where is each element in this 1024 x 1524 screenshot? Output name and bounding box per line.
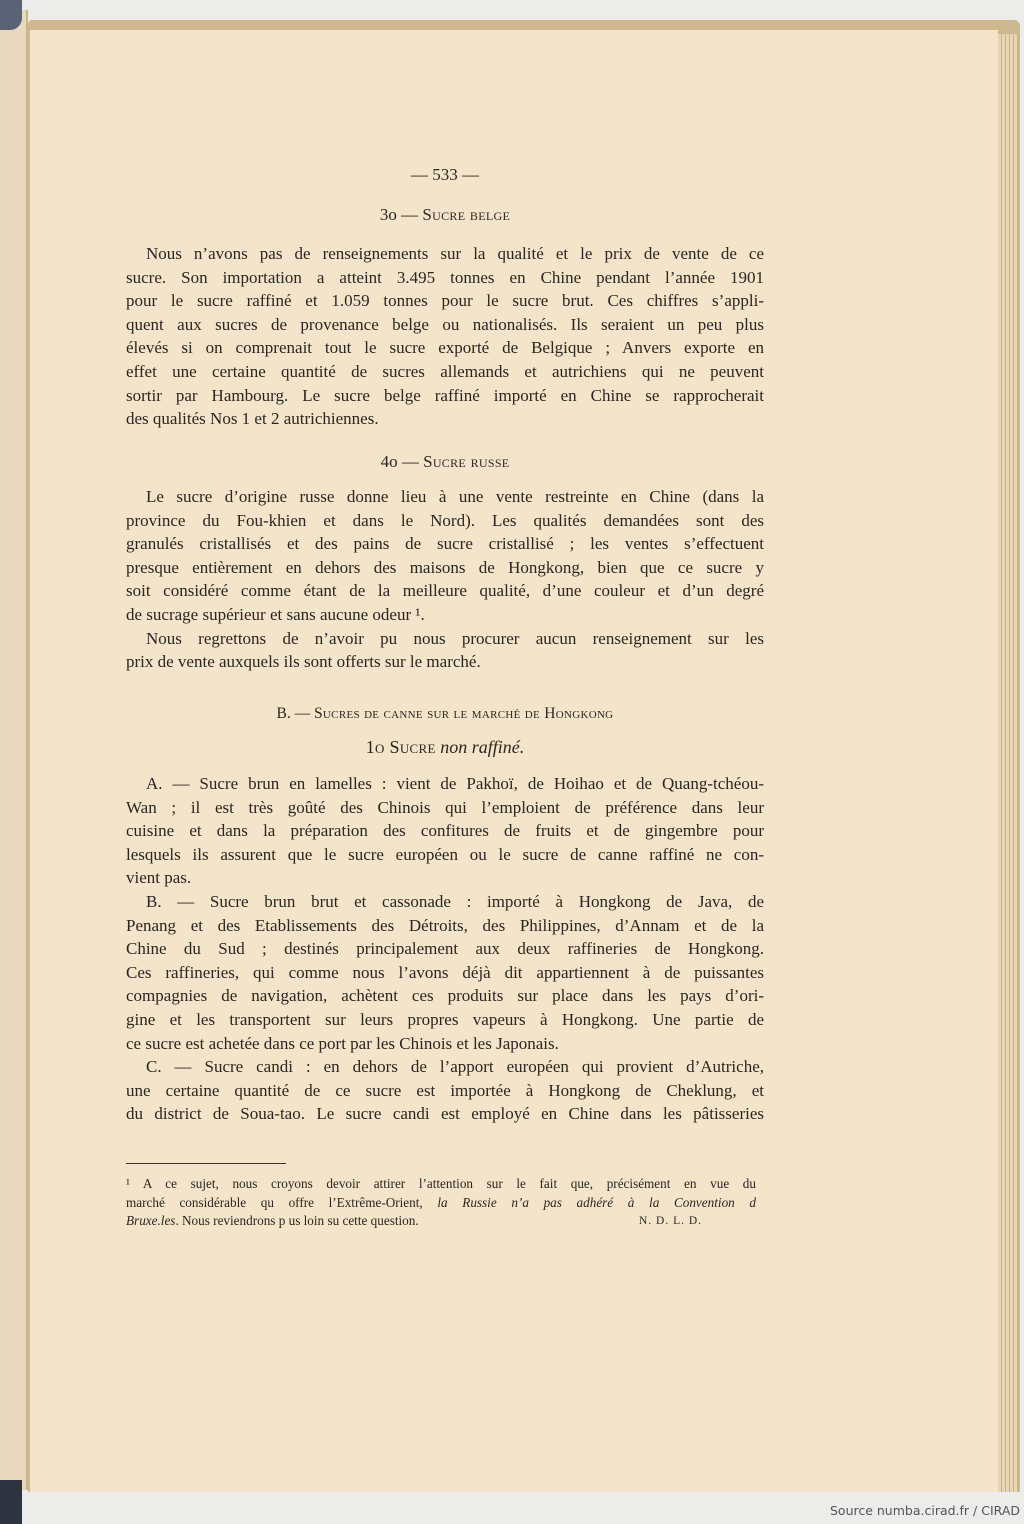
- text-line: A. — Sucre brun en lamelles : vient de Pakhoï, de Hoihao et de Quang-tchéou-: [146, 774, 764, 793]
- footnote-italic: Bruxe.les: [126, 1213, 176, 1228]
- page-stack-edge: [998, 34, 1018, 1492]
- heading-text: Sucre russe: [423, 452, 510, 471]
- text-line: lesquels ils assurent que le sucre européen ou le sucre de canne raffiné ne con-: [126, 844, 764, 864]
- text-line: quent aux sucres de provenance belge ou nationalisés. Ils seraient un peu plus: [126, 314, 764, 334]
- subheading-text: 1o Sucre: [365, 737, 436, 757]
- heading-text: Sucres de canne sur le marché de Hongkong: [314, 705, 614, 722]
- text-line: province du Fou-khien et dans le Nord). Les qualités demandées sont des: [126, 510, 764, 530]
- text-line: sucre. Son importation a atteint 3.495 tonnes en Chine pendant l’année 1901: [126, 267, 764, 287]
- footnote-line: [126, 1212, 756, 1231]
- source-credit: Source numba.cirad.fr / CIRAD: [829, 1503, 1020, 1518]
- text-line: prix de vente auxquels ils sont offerts sur le marché.: [126, 652, 481, 672]
- book-spine-bottom: [0, 1480, 22, 1524]
- text-line: des qualités Nos 1 et 2 autrichiennes.: [126, 409, 379, 429]
- footnote-line: ¹ A ce sujet, nous croyons devoir attirer l’attention sur le fait que, précisément en vue du: [126, 1176, 756, 1191]
- footnote-rule: [126, 1163, 286, 1164]
- section-heading-sucre-russe: [126, 452, 764, 472]
- text-line: cuisine et dans la préparation des confitures de fruits et de gingembre pour: [126, 821, 764, 841]
- text-line: élevés si on comprenait tout le sucre exporté de Belgique ; Anvers exporte en: [126, 338, 764, 358]
- text-line: sortir par Hambourg. Le sucre belge raffiné importé en Chine se rapprocherait: [126, 385, 764, 405]
- text-line: presque entièrement en dehors des maisons de Hongkong, bien que ce sucre y: [126, 557, 764, 577]
- text-line: Wan ; il est très goûté des Chinois qui l’emploient de préférence dans leur: [126, 797, 764, 817]
- text-line: vient pas.: [126, 868, 192, 888]
- text-line: C. — Sucre candi : en dehors de l’apport européen qui provient d’Autriche,: [146, 1057, 764, 1077]
- subheading-sucre-non-raffine: [126, 737, 764, 758]
- text-line: Nous n’avons pas de renseignements sur la qualité et le prix de vente de ce: [146, 244, 764, 263]
- heading-number: B. —: [276, 705, 311, 722]
- section-heading-sucres-de-canne: [126, 705, 764, 723]
- section-body-sucres-de-canne: [126, 772, 764, 1126]
- book-spine: [0, 0, 22, 30]
- previous-page-edge: [0, 10, 28, 1490]
- text-line: compagnies de navigation, achètent ces produits sur place dans les pays d’ori-: [126, 986, 764, 1006]
- text-line: granulés cristallisés et des pains de sucre cristallisé ; les ventes s’effectuent: [126, 534, 764, 554]
- text-line: de sucrage supérieur et sans aucune odeur ¹.: [126, 604, 425, 624]
- text-line: Penang et des Etablissements des Détroits, des Philippines, d’Annam et de la: [126, 915, 764, 935]
- text-line: gine et les transportent sur leurs propres vapeurs à Hongkong. Une partie de: [126, 1009, 764, 1029]
- footnote-signature: N. D. L. D.: [639, 1215, 703, 1227]
- footnote-text: marché considérable qu offre l’Extrême-Orient,: [126, 1194, 438, 1210]
- text-line: pour le sucre raffiné et 1.059 tonnes pour le sucre brut. Ces chiffres s’appli-: [126, 291, 764, 311]
- text-line: Ces raffineries, qui comme nous l’avons déjà dit appartiennent à de puissantes: [126, 962, 764, 982]
- footnote-italic: la Russie n’a pas adhéré à la Convention d: [437, 1194, 756, 1210]
- page-number: — 533 —: [411, 165, 479, 184]
- heading-number: 3o —: [379, 205, 419, 224]
- section-heading-sucre-belge: [126, 205, 764, 225]
- footnote-line: [126, 1194, 756, 1213]
- section-body-sucre-russe: [126, 485, 764, 674]
- heading-number: 4o —: [380, 452, 419, 471]
- text-line: Le sucre d’origine russe donne lieu à une vente restreinte en Chine (dans la: [146, 487, 764, 506]
- text-line: Chine du Sud ; destinés principalement aux deux raffineries de Hongkong.: [126, 939, 764, 959]
- heading-text: Sucre belge: [422, 205, 511, 224]
- text-line: ce sucre est achetée dans ce port par les Chinois et les Japonais.: [126, 1033, 559, 1053]
- text-line: Nous regrettons de n’avoir pu nous procurer aucun renseignement sur les: [146, 628, 764, 648]
- text-line: soit considéré comme étant de la meilleure qualité, d’une couleur et d’un degré: [126, 581, 764, 601]
- footnote-text: . Nous reviendrons p us loin su cette question.: [175, 1213, 419, 1228]
- text-line: une certaine quantité de ce sucre est importée à Hongkong de Cheklung, et: [126, 1080, 764, 1100]
- text-line: effet une certaine quantité de sucres allemands et autrichiens qui ne peuvent: [126, 361, 764, 381]
- section-body-sucre-belge: [126, 242, 764, 431]
- subheading-italic: non raffiné.: [440, 737, 525, 757]
- footnote: [126, 1175, 756, 1231]
- text-line: du district de Soua-tao. Le sucre candi est employé en Chine dans les pâtisseries: [126, 1104, 764, 1124]
- text-line: B. — Sucre brun brut et cassonade : importé à Hongkong de Java, de: [146, 891, 764, 911]
